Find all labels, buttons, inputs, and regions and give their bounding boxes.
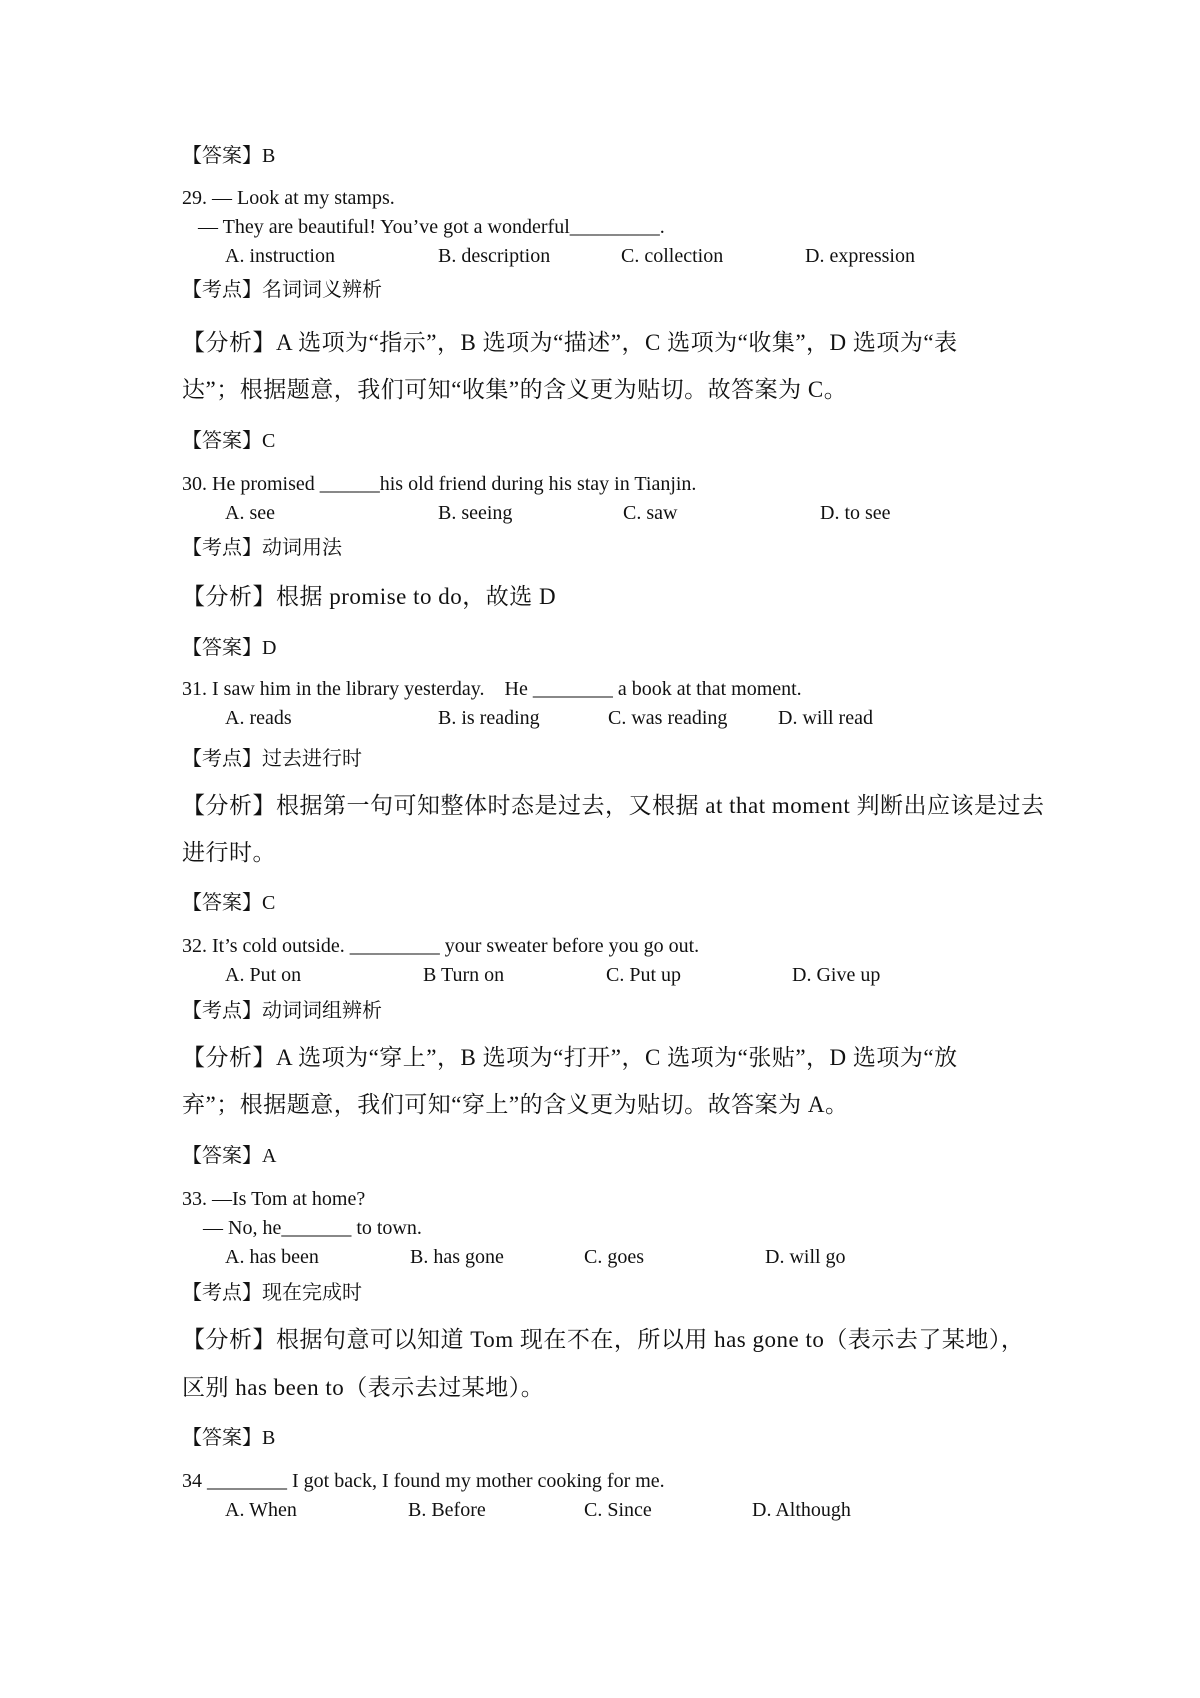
- option-b: B Turn on: [423, 964, 505, 986]
- analysis-label: 【分析】: [182, 584, 276, 609]
- option-b: B. is reading: [438, 707, 540, 729]
- option-b: B. Before: [408, 1499, 486, 1521]
- analysis-text: [182, 838, 276, 868]
- analysis-body: 区别 has been to（表示去过某地）。: [182, 1375, 545, 1400]
- analysis-label: 【分析】: [182, 330, 276, 355]
- option-d: D. expression: [805, 245, 915, 267]
- point-label: 【考点】: [182, 537, 262, 559]
- option-c: C. Since: [584, 1499, 652, 1521]
- question-stem: — No, he_______ to town.: [203, 1217, 422, 1239]
- option-d: D. will go: [765, 1246, 846, 1268]
- question-stem: 34 ________ I got back, I found my mother cooking for me.: [182, 1470, 665, 1492]
- point-value: 名词词义辨析: [262, 279, 382, 301]
- option-a: A. instruction: [225, 245, 335, 267]
- point-label: 【考点】: [182, 1000, 262, 1022]
- analysis-body: 达”；根据题意，我们可知“收集”的含义更为贴切。故答案为 C。: [182, 377, 848, 402]
- option-a: A. When: [225, 1499, 297, 1521]
- option-d: D. to see: [820, 502, 891, 524]
- option-c: C. goes: [584, 1246, 644, 1268]
- analysis-body: A 选项为“穿上”，B 选项为“打开”，C 选项为“张贴”，D 选项为“放: [276, 1045, 958, 1070]
- analysis-text: [182, 375, 847, 405]
- option-d: D. Although: [752, 1499, 851, 1521]
- analysis-text: [182, 328, 958, 358]
- answer-line: [182, 1426, 275, 1450]
- answer-label: 【答案】: [182, 430, 262, 452]
- option-c: C. Put up: [606, 964, 682, 986]
- option-b: B. description: [438, 245, 551, 267]
- question-stem: 33. —Is Tom at home?: [182, 1188, 366, 1210]
- point-line: [182, 278, 382, 302]
- point-label: 【考点】: [182, 1282, 262, 1304]
- option-d: D. Give up: [792, 964, 881, 986]
- option-a: A. reads: [225, 707, 292, 729]
- point-line: [182, 999, 382, 1023]
- answer-line: [182, 1144, 276, 1168]
- point-value: 过去进行时: [262, 748, 362, 770]
- point-line: [182, 536, 342, 560]
- analysis-label: 【分析】: [182, 1327, 276, 1352]
- question-stem: — They are beautiful! You’ve got a wonderful_________.: [198, 216, 665, 238]
- analysis-label: 【分析】: [182, 793, 276, 818]
- answer-label: 【答案】: [182, 892, 262, 914]
- answer-value: A: [262, 1145, 277, 1167]
- answer-value: B: [262, 145, 276, 167]
- answer-value: C: [262, 892, 276, 914]
- analysis-text: [182, 1043, 958, 1073]
- answer-line: [182, 636, 276, 660]
- option-d: D. will read: [778, 707, 873, 729]
- point-value: 动词词组辨析: [262, 1000, 382, 1022]
- answer-line: [182, 429, 275, 453]
- analysis-text: [182, 791, 1044, 821]
- analysis-text: [182, 1373, 544, 1403]
- analysis-body: 根据第一句可知整体时态是过去，又根据 at that moment 判断出应该是过去: [276, 793, 1045, 818]
- analysis-body: 进行时。: [182, 840, 276, 865]
- option-a: A. see: [225, 502, 275, 524]
- question-stem: 31. I saw him in the library yesterday. He ________ a book at that moment.: [182, 678, 802, 700]
- option-c: C. was reading: [608, 707, 728, 729]
- answer-label: 【答案】: [182, 145, 262, 167]
- answer-line: [182, 144, 275, 168]
- analysis-body: 根据 promise to do，故选 D: [276, 584, 557, 609]
- analysis-text: [182, 1090, 849, 1120]
- question-stem: 29. — Look at my stamps.: [182, 187, 395, 209]
- point-label: 【考点】: [182, 748, 262, 770]
- point-line: [182, 1281, 362, 1305]
- option-c: C. collection: [621, 245, 724, 267]
- option-b: B. seeing: [438, 502, 513, 524]
- analysis-body: 根据句意可以知道 Tom 现在不在，所以用 has gone to（表示去了某地），: [276, 1327, 1025, 1352]
- answer-label: 【答案】: [182, 1145, 262, 1167]
- answer-value: C: [262, 430, 276, 452]
- point-label: 【考点】: [182, 279, 262, 301]
- option-a: A. Put on: [225, 964, 302, 986]
- option-c: C. saw: [623, 502, 678, 524]
- point-line: [182, 747, 362, 771]
- analysis-label: 【分析】: [182, 1045, 276, 1070]
- question-stem: 30. He promised ______his old friend during his stay in Tianjin.: [182, 473, 697, 495]
- answer-value: D: [262, 637, 277, 659]
- analysis-text: [182, 1325, 1024, 1355]
- answer-label: 【答案】: [182, 1427, 262, 1449]
- analysis-text: [182, 582, 556, 612]
- point-value: 动词用法: [262, 537, 342, 559]
- option-a: A. has been: [225, 1246, 319, 1268]
- question-stem: 32. It’s cold outside. _________ your sweater before you go out.: [182, 935, 700, 957]
- analysis-body: A 选项为“指示”，B 选项为“描述”，C 选项为“收集”，D 选项为“表: [276, 330, 958, 355]
- answer-line: [182, 891, 275, 915]
- analysis-body: 弃”；根据题意，我们可知“穿上”的含义更为贴切。故答案为 A。: [182, 1092, 849, 1117]
- answer-value: B: [262, 1427, 276, 1449]
- point-value: 现在完成时: [262, 1282, 362, 1304]
- answer-label: 【答案】: [182, 637, 262, 659]
- option-b: B. has gone: [410, 1246, 504, 1268]
